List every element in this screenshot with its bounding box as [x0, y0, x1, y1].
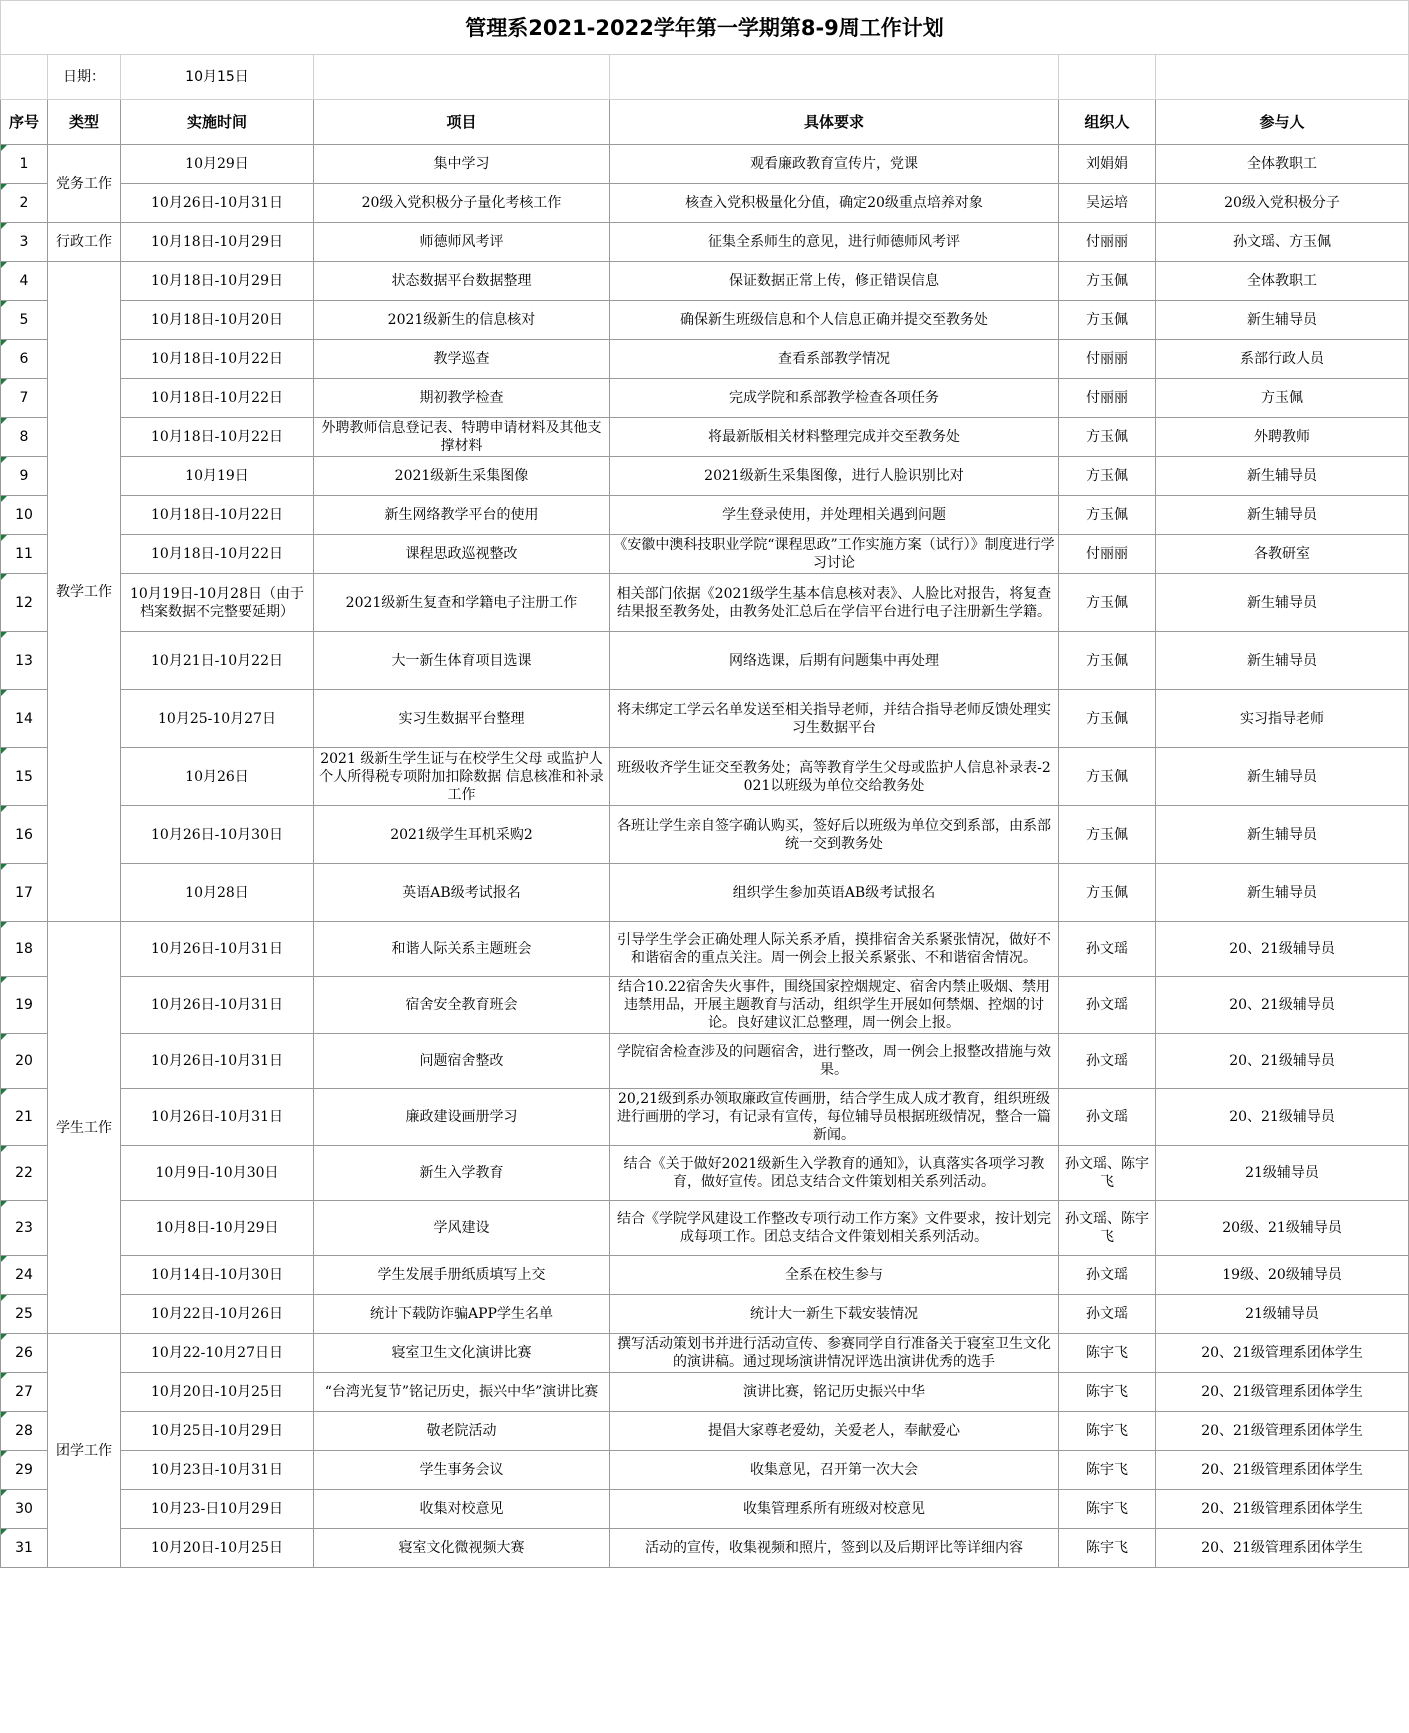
- table-row: [1, 806, 1409, 864]
- table-row: [1, 223, 1409, 262]
- project-cell[interactable]: 新生入学教育: [314, 1146, 610, 1201]
- table-row: [1, 457, 1409, 496]
- participants-cell[interactable]: 20、21级辅导员: [1156, 1034, 1409, 1089]
- row-number-cell[interactable]: 5: [1, 301, 48, 340]
- project-cell[interactable]: 2021级学生耳机采购2: [314, 806, 610, 864]
- table-row: [1, 340, 1409, 379]
- requirement-cell[interactable]: 20,21级到系办领取廉政宣传画册，结合学生成人成才教育，组织班级进行画册的学习，有记录有宣传，每位辅导员根据班级情况，整合一篇新闻。: [610, 1089, 1059, 1146]
- project-cell[interactable]: 2021级新生的信息核对: [314, 301, 610, 340]
- row-number-cell[interactable]: 11: [1, 535, 48, 574]
- requirement-cell[interactable]: 学生登录使用，并处理相关遇到问题: [610, 496, 1059, 535]
- time-cell[interactable]: 10月26日: [121, 748, 314, 806]
- row-number-cell[interactable]: 17: [1, 864, 48, 922]
- participants-cell[interactable]: 实习指导老师: [1156, 690, 1409, 748]
- participants-cell[interactable]: 20、21级管理系团体学生: [1156, 1451, 1409, 1490]
- type-cell[interactable]: 团学工作: [48, 1334, 121, 1568]
- requirement-cell[interactable]: 将未绑定工学云名单发送至相关指导老师，并结合指导老师反馈处理实习生数据平台: [610, 690, 1059, 748]
- time-cell[interactable]: 10月23日-10月31日: [121, 1451, 314, 1490]
- header-time[interactable]: 实施时间: [121, 100, 314, 145]
- table-row: [1, 418, 1409, 457]
- time-cell[interactable]: 10月26日-10月31日: [121, 1034, 314, 1089]
- time-cell[interactable]: 10月14日-10月30日: [121, 1256, 314, 1295]
- participants-cell[interactable]: 20、21级管理系团体学生: [1156, 1529, 1409, 1568]
- requirement-cell[interactable]: 确保新生班级信息和个人信息正确并提交至教务处: [610, 301, 1059, 340]
- table-row: [1, 496, 1409, 535]
- time-cell[interactable]: 10月19日: [121, 457, 314, 496]
- time-cell[interactable]: 10月26日-10月31日: [121, 184, 314, 223]
- participants-cell[interactable]: 外聘教师: [1156, 418, 1409, 457]
- row-number-cell[interactable]: 3: [1, 223, 48, 262]
- requirement-cell[interactable]: 《安徽中澳科技职业学院“课程思政”工作实施方案（试行）》制度进行学习讨论: [610, 535, 1059, 574]
- requirement-cell[interactable]: 撰写活动策划书并进行活动宣传、参赛同学自行准备关于寝室卫生文化的演讲稿。通过现场演讲情况评选出演讲优秀的选手: [610, 1334, 1059, 1373]
- project-cell[interactable]: 期初教学检查: [314, 379, 610, 418]
- row-number-cell[interactable]: 20: [1, 1034, 48, 1089]
- requirement-cell[interactable]: 演讲比赛，铭记历史振兴中华: [610, 1373, 1059, 1412]
- participants-cell[interactable]: 各教研室: [1156, 535, 1409, 574]
- row-number-cell[interactable]: 24: [1, 1256, 48, 1295]
- blank-cell[interactable]: [1156, 55, 1409, 100]
- requirement-cell[interactable]: 征集全系师生的意见，进行师德师风考评: [610, 223, 1059, 262]
- project-cell[interactable]: 2021 级新生学生证与在校学生父母 或监护人个人所得税专项附加扣除数据 信息核准和补录工作: [314, 748, 610, 806]
- requirement-cell[interactable]: 班级收齐学生证交至教务处；高等教育学生父母或监护人信息补录表-2021以班级为单位交给教务处: [610, 748, 1059, 806]
- time-cell[interactable]: 10月19日-10月28日（由于档案数据不完整要延期）: [121, 574, 314, 632]
- project-cell[interactable]: 问题宿舍整改: [314, 1034, 610, 1089]
- participants-cell[interactable]: 全体教职工: [1156, 145, 1409, 184]
- row-number-cell[interactable]: 14: [1, 690, 48, 748]
- row-number-cell[interactable]: 31: [1, 1529, 48, 1568]
- row-number-cell[interactable]: 27: [1, 1373, 48, 1412]
- time-cell[interactable]: 10月18日-10月22日: [121, 418, 314, 457]
- project-cell[interactable]: 师德师风考评: [314, 223, 610, 262]
- project-cell[interactable]: 统计下载防诈骗APP学生名单: [314, 1295, 610, 1334]
- table-row: [1, 184, 1409, 223]
- row-number-cell[interactable]: 29: [1, 1451, 48, 1490]
- participants-cell[interactable]: 21级辅导员: [1156, 1295, 1409, 1334]
- table-row: [1, 690, 1409, 748]
- project-cell[interactable]: 外聘教师信息登记表、特聘申请材料及其他支撑材料: [314, 418, 610, 457]
- table-row: [1, 1451, 1409, 1490]
- organizer-cell[interactable]: 付丽丽: [1059, 379, 1156, 418]
- requirement-cell[interactable]: 统计大一新生下载安装情况: [610, 1295, 1059, 1334]
- project-cell[interactable]: 大一新生体育项目选课: [314, 632, 610, 690]
- participants-cell[interactable]: 20、21级辅导员: [1156, 922, 1409, 977]
- organizer-cell[interactable]: 方玉佩: [1059, 262, 1156, 301]
- organizer-cell[interactable]: 孙文瑶: [1059, 1034, 1156, 1089]
- row-number-cell[interactable]: 25: [1, 1295, 48, 1334]
- organizer-cell[interactable]: 孙文瑶: [1059, 922, 1156, 977]
- project-cell[interactable]: 学风建设: [314, 1201, 610, 1256]
- header-no[interactable]: 序号: [1, 100, 48, 145]
- project-cell[interactable]: 廉政建设画册学习: [314, 1089, 610, 1146]
- time-cell[interactable]: 10月18日-10月20日: [121, 301, 314, 340]
- project-cell[interactable]: “台湾光复节”铭记历史，振兴中华”演讲比赛: [314, 1373, 610, 1412]
- organizer-cell[interactable]: 陈宇飞: [1059, 1334, 1156, 1373]
- organizer-cell[interactable]: 方玉佩: [1059, 806, 1156, 864]
- requirement-cell[interactable]: 核查入党积极量化分值，确定20级重点培养对象: [610, 184, 1059, 223]
- table-row: [1, 1529, 1409, 1568]
- type-cell[interactable]: 教学工作: [48, 262, 121, 922]
- time-cell[interactable]: 10月20日-10月25日: [121, 1529, 314, 1568]
- organizer-cell[interactable]: 方玉佩: [1059, 301, 1156, 340]
- requirement-cell[interactable]: 结合《关于做好2021级新生入学教育的通知》，认真落实各项学习教育，做好宣传。团总支结合文件策划相关系列活动。: [610, 1146, 1059, 1201]
- organizer-cell[interactable]: 孙文瑶、陈宇飞: [1059, 1146, 1156, 1201]
- organizer-cell[interactable]: 陈宇飞: [1059, 1490, 1156, 1529]
- organizer-cell[interactable]: 付丽丽: [1059, 535, 1156, 574]
- project-cell[interactable]: 教学巡查: [314, 340, 610, 379]
- time-cell[interactable]: 10月29日: [121, 145, 314, 184]
- sheet-title[interactable]: 管理系2021-2022学年第一学期第8-9周工作计划: [1, 1, 1409, 55]
- requirement-cell[interactable]: 各班让学生亲自签字确认购买，签好后以班级为单位交到系部，由系部统一交到教务处: [610, 806, 1059, 864]
- participants-cell[interactable]: 20、21级管理系团体学生: [1156, 1412, 1409, 1451]
- table-row: [1, 1373, 1409, 1412]
- blank-cell[interactable]: [1059, 55, 1156, 100]
- time-cell[interactable]: 10月25日-10月29日: [121, 1412, 314, 1451]
- organizer-cell[interactable]: 孙文瑶: [1059, 1256, 1156, 1295]
- table-row: [1, 535, 1409, 574]
- table-row: [1, 1256, 1409, 1295]
- date-label[interactable]: 日期：: [48, 55, 121, 100]
- requirement-cell[interactable]: 相关部门依据《2021级学生基本信息核对表》、人脸比对报告，将复查结果报至教务处，由教务处汇总后在学信平台进行电子注册新生学籍。: [610, 574, 1059, 632]
- time-cell[interactable]: 10月18日-10月22日: [121, 340, 314, 379]
- organizer-cell[interactable]: 方玉佩: [1059, 864, 1156, 922]
- table-row: [1, 301, 1409, 340]
- row-number-cell[interactable]: 6: [1, 340, 48, 379]
- participants-cell[interactable]: 新生辅导员: [1156, 632, 1409, 690]
- time-cell[interactable]: 10月18日-10月29日: [121, 262, 314, 301]
- time-cell[interactable]: 10月21日-10月22日: [121, 632, 314, 690]
- participants-cell[interactable]: 20级、21级辅导员: [1156, 1201, 1409, 1256]
- organizer-cell[interactable]: 刘娟娟: [1059, 145, 1156, 184]
- row-number-cell[interactable]: 10: [1, 496, 48, 535]
- blank-cell[interactable]: [314, 55, 610, 100]
- header-type[interactable]: 类型: [48, 100, 121, 145]
- organizer-cell[interactable]: 方玉佩: [1059, 496, 1156, 535]
- participants-cell[interactable]: 20、21级管理系团体学生: [1156, 1373, 1409, 1412]
- row-number-cell[interactable]: 23: [1, 1201, 48, 1256]
- project-cell[interactable]: 收集对校意见: [314, 1490, 610, 1529]
- participants-cell[interactable]: 新生辅导员: [1156, 864, 1409, 922]
- organizer-cell[interactable]: 方玉佩: [1059, 574, 1156, 632]
- table-row: [1, 1201, 1409, 1256]
- table-row: [1, 1412, 1409, 1451]
- participants-cell[interactable]: 21级辅导员: [1156, 1146, 1409, 1201]
- participants-cell[interactable]: 新生辅导员: [1156, 574, 1409, 632]
- participants-cell[interactable]: 20、21级辅导员: [1156, 977, 1409, 1034]
- requirement-cell[interactable]: 收集管理系所有班级对校意见: [610, 1490, 1059, 1529]
- row-number-cell[interactable]: 9: [1, 457, 48, 496]
- header-requirement[interactable]: 具体要求: [610, 100, 1059, 145]
- project-cell[interactable]: 寝室文化微视频大赛: [314, 1529, 610, 1568]
- time-cell[interactable]: 10月22日-10月26日: [121, 1295, 314, 1334]
- blank-cell[interactable]: [1, 55, 48, 100]
- row-number-cell[interactable]: 21: [1, 1089, 48, 1146]
- participants-cell[interactable]: 全体教职工: [1156, 262, 1409, 301]
- row-number-cell[interactable]: 8: [1, 418, 48, 457]
- project-cell[interactable]: 寝室卫生文化演讲比赛: [314, 1334, 610, 1373]
- project-cell[interactable]: 实习生数据平台整理: [314, 690, 610, 748]
- participants-cell[interactable]: 新生辅导员: [1156, 806, 1409, 864]
- project-cell[interactable]: 20级入党积极分子量化考核工作: [314, 184, 610, 223]
- organizer-cell[interactable]: 方玉佩: [1059, 418, 1156, 457]
- participants-cell[interactable]: 方玉佩: [1156, 379, 1409, 418]
- participants-cell[interactable]: 系部行政人员: [1156, 340, 1409, 379]
- table-row: [1, 145, 1409, 184]
- requirement-cell[interactable]: 提倡大家尊老爱幼，关爱老人，奉献爱心: [610, 1412, 1059, 1451]
- time-cell[interactable]: 10月18日-10月22日: [121, 496, 314, 535]
- requirement-cell[interactable]: 完成学院和系部教学检查各项任务: [610, 379, 1059, 418]
- table-row: [1, 977, 1409, 1034]
- table-row: [1, 864, 1409, 922]
- date-value[interactable]: 10月15日: [121, 55, 314, 100]
- project-cell[interactable]: 宿舍安全教育班会: [314, 977, 610, 1034]
- row-number-cell[interactable]: 12: [1, 574, 48, 632]
- time-cell[interactable]: 10月9日-10月30日: [121, 1146, 314, 1201]
- participants-cell[interactable]: 新生辅导员: [1156, 748, 1409, 806]
- project-cell[interactable]: 学生事务会议: [314, 1451, 610, 1490]
- requirement-cell[interactable]: 保证数据正常上传，修正错误信息: [610, 262, 1059, 301]
- participants-cell[interactable]: 20、21级辅导员: [1156, 1089, 1409, 1146]
- participants-cell[interactable]: 新生辅导员: [1156, 301, 1409, 340]
- time-cell[interactable]: 10月28日: [121, 864, 314, 922]
- project-cell[interactable]: 集中学习: [314, 145, 610, 184]
- requirement-cell[interactable]: 引导学生学会正确处理人际关系矛盾，摸排宿舍关系紧张情况，做好不和谐宿舍的重点关注。周一例会上报关系紧张、不和谐宿舍情况。: [610, 922, 1059, 977]
- table-row: [1, 379, 1409, 418]
- table-row: [1, 262, 1409, 301]
- time-cell[interactable]: 10月18日-10月22日: [121, 379, 314, 418]
- project-cell[interactable]: 英语AB级考试报名: [314, 864, 610, 922]
- time-cell[interactable]: 10月22-10月27日日: [121, 1334, 314, 1373]
- header-project[interactable]: 项目: [314, 100, 610, 145]
- time-cell[interactable]: 10月20日-10月25日: [121, 1373, 314, 1412]
- requirement-cell[interactable]: 结合10.22宿舍失火事件，围绕国家控烟规定、宿舍内禁止吸烟、禁用违禁用品，开展主题教育与活动，组织学生开展如何禁烟、控烟的讨论。良好建议汇总整理，周一例会上报。: [610, 977, 1059, 1034]
- organizer-cell[interactable]: 孙文瑶: [1059, 1089, 1156, 1146]
- row-number-cell[interactable]: 30: [1, 1490, 48, 1529]
- requirement-cell[interactable]: 全系在校生参与: [610, 1256, 1059, 1295]
- table-row: [1, 922, 1409, 977]
- row-number-cell[interactable]: 7: [1, 379, 48, 418]
- table-row: [1, 574, 1409, 632]
- requirement-cell[interactable]: 网络选课，后期有问题集中再处理: [610, 632, 1059, 690]
- organizer-cell[interactable]: 方玉佩: [1059, 632, 1156, 690]
- time-cell[interactable]: 10月26日-10月31日: [121, 922, 314, 977]
- participants-cell[interactable]: 新生辅导员: [1156, 457, 1409, 496]
- organizer-cell[interactable]: 付丽丽: [1059, 223, 1156, 262]
- header-participants[interactable]: 参与人: [1156, 100, 1409, 145]
- organizer-cell[interactable]: 孙文瑶、陈宇飞: [1059, 1201, 1156, 1256]
- project-cell[interactable]: 2021级新生采集图像: [314, 457, 610, 496]
- project-cell[interactable]: 敬老院活动: [314, 1412, 610, 1451]
- project-cell[interactable]: 学生发展手册纸质填写上交: [314, 1256, 610, 1295]
- time-cell[interactable]: 10月18日-10月22日: [121, 535, 314, 574]
- organizer-cell[interactable]: 付丽丽: [1059, 340, 1156, 379]
- time-cell[interactable]: 10月26日-10月31日: [121, 977, 314, 1034]
- row-number-cell[interactable]: 16: [1, 806, 48, 864]
- organizer-cell[interactable]: 陈宇飞: [1059, 1412, 1156, 1451]
- blank-cell[interactable]: [610, 55, 1059, 100]
- organizer-cell[interactable]: 方玉佩: [1059, 690, 1156, 748]
- row-number-cell[interactable]: 19: [1, 977, 48, 1034]
- table-row: [1, 1089, 1409, 1146]
- row-number-cell[interactable]: 28: [1, 1412, 48, 1451]
- participants-cell[interactable]: 20、21级管理系团体学生: [1156, 1334, 1409, 1373]
- time-cell[interactable]: 10月26日-10月31日: [121, 1089, 314, 1146]
- row-number-cell[interactable]: 26: [1, 1334, 48, 1373]
- table-row: [1, 632, 1409, 690]
- row-number-cell[interactable]: 22: [1, 1146, 48, 1201]
- requirement-cell[interactable]: 结合《学院学风建设工作整改专项行动工作方案》文件要求，按计划完成每项工作。团总支结合文件策划相关系列活动。: [610, 1201, 1059, 1256]
- time-cell[interactable]: 10月18日-10月29日: [121, 223, 314, 262]
- organizer-cell[interactable]: 孙文瑶: [1059, 977, 1156, 1034]
- header-organizer[interactable]: 组织人: [1059, 100, 1156, 145]
- project-cell[interactable]: 新生网络教学平台的使用: [314, 496, 610, 535]
- requirement-cell[interactable]: 学院宿舍检查涉及的问题宿舍，进行整改，周一例会上报整改措施与效果。: [610, 1034, 1059, 1089]
- participants-cell[interactable]: 20、21级管理系团体学生: [1156, 1490, 1409, 1529]
- project-cell[interactable]: 状态数据平台数据整理: [314, 262, 610, 301]
- organizer-cell[interactable]: 陈宇飞: [1059, 1451, 1156, 1490]
- requirement-cell[interactable]: 查看系部教学情况: [610, 340, 1059, 379]
- requirement-cell[interactable]: 观看廉政教育宣传片，党课: [610, 145, 1059, 184]
- row-number-cell[interactable]: 2: [1, 184, 48, 223]
- organizer-cell[interactable]: 吴运培: [1059, 184, 1156, 223]
- project-cell[interactable]: 和谐人际关系主题班会: [314, 922, 610, 977]
- row-number-cell[interactable]: 13: [1, 632, 48, 690]
- project-cell[interactable]: 2021级新生复查和学籍电子注册工作: [314, 574, 610, 632]
- organizer-cell[interactable]: 方玉佩: [1059, 457, 1156, 496]
- organizer-cell[interactable]: 孙文瑶: [1059, 1295, 1156, 1334]
- table-row: [1, 1490, 1409, 1529]
- type-cell[interactable]: 学生工作: [48, 922, 121, 1334]
- type-cell[interactable]: 行政工作: [48, 223, 121, 262]
- organizer-cell[interactable]: 方玉佩: [1059, 748, 1156, 806]
- type-cell[interactable]: 党务工作: [48, 145, 121, 223]
- row-number-cell[interactable]: 18: [1, 922, 48, 977]
- row-number-cell[interactable]: 15: [1, 748, 48, 806]
- requirement-cell[interactable]: 将最新版相关材料整理完成并交至教务处: [610, 418, 1059, 457]
- table-row: [1, 1295, 1409, 1334]
- participants-cell[interactable]: 20级入党积极分子: [1156, 184, 1409, 223]
- date-row: [1, 55, 1409, 100]
- table-body: [1, 145, 1409, 1568]
- organizer-cell[interactable]: 陈宇飞: [1059, 1373, 1156, 1412]
- requirement-cell[interactable]: 收集意见，召开第一次大会: [610, 1451, 1059, 1490]
- time-cell[interactable]: 10月23-日10月29日: [121, 1490, 314, 1529]
- participants-cell[interactable]: 19级、20级辅导员: [1156, 1256, 1409, 1295]
- requirement-cell[interactable]: 组织学生参加英语AB级考试报名: [610, 864, 1059, 922]
- header-row: [1, 100, 1409, 145]
- table-row: [1, 1146, 1409, 1201]
- time-cell[interactable]: 10月26日-10月30日: [121, 806, 314, 864]
- project-cell[interactable]: 课程思政巡视整改: [314, 535, 610, 574]
- table-row: [1, 1034, 1409, 1089]
- time-cell[interactable]: 10月8日-10月29日: [121, 1201, 314, 1256]
- row-number-cell[interactable]: 1: [1, 145, 48, 184]
- table-row: [1, 748, 1409, 806]
- requirement-cell[interactable]: 活动的宣传，收集视频和照片，签到以及后期评比等详细内容: [610, 1529, 1059, 1568]
- time-cell[interactable]: 10月25-10月27日: [121, 690, 314, 748]
- table-row: [1, 1334, 1409, 1373]
- participants-cell[interactable]: 新生辅导员: [1156, 496, 1409, 535]
- row-number-cell[interactable]: 4: [1, 262, 48, 301]
- requirement-cell[interactable]: 2021级新生采集图像，进行人脸识别比对: [610, 457, 1059, 496]
- organizer-cell[interactable]: 陈宇飞: [1059, 1529, 1156, 1568]
- participants-cell[interactable]: 孙文瑶、方玉佩: [1156, 223, 1409, 262]
